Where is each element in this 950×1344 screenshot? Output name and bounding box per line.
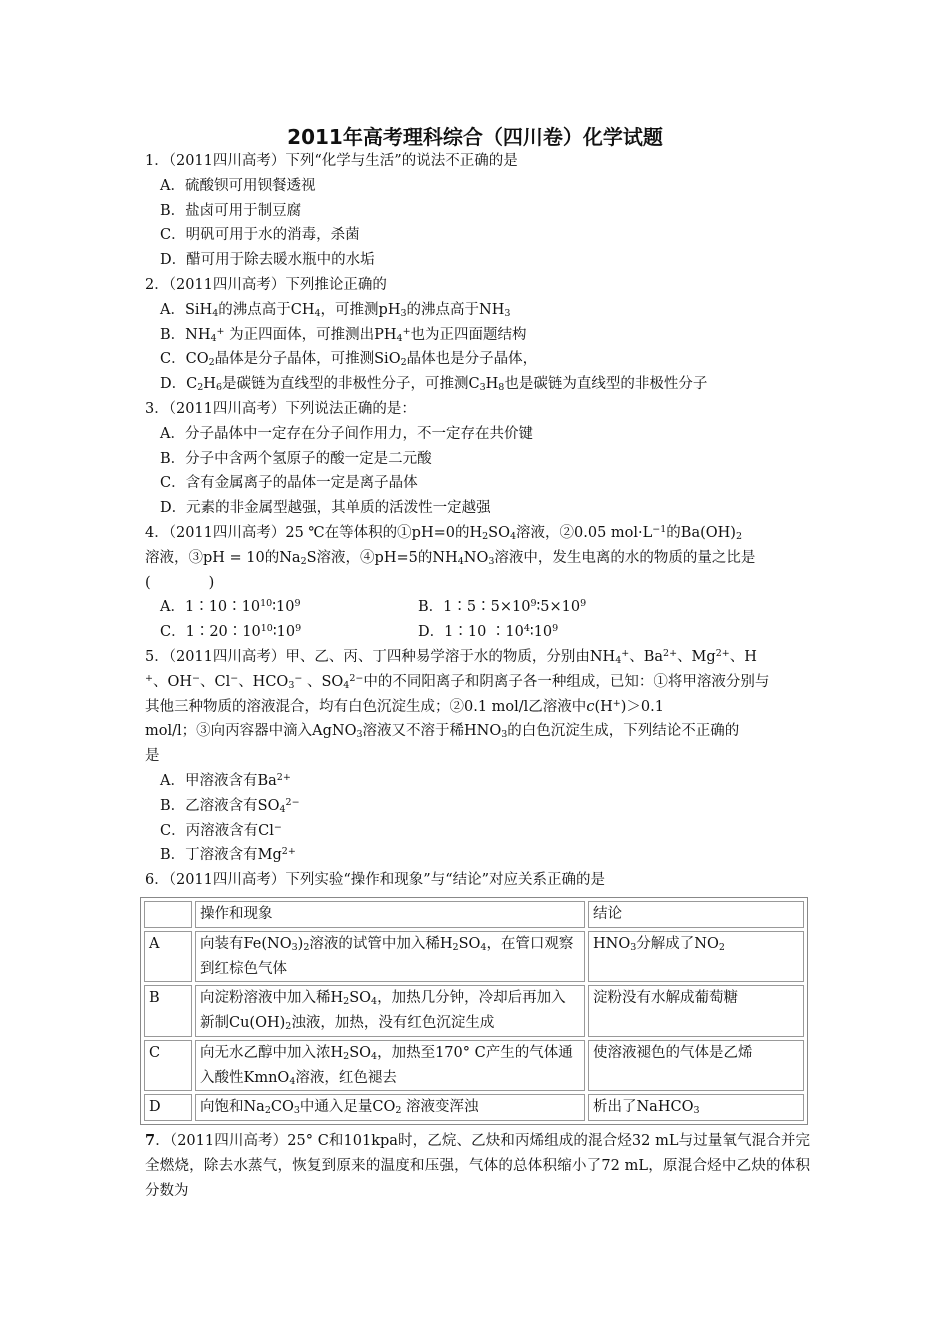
- question-2-option-d: D．$C_2H_6$是碳链为直线型的非极性分子，可推测$C_3H_8$也是碳链为直线型的非极性分子: [160, 376, 708, 394]
- question-2-option-a: A．SiH$_4$的沸点高于$CH_4$，可推测$pH_3$的沸点高于$NH_3$: [160, 301, 511, 319]
- question-2-stem: 2．（2011四川高考）下列推论正确的: [145, 276, 387, 293]
- table-row: [144, 985, 804, 1037]
- table-row: [144, 1094, 804, 1121]
- table-row-label: D: [144, 1094, 192, 1121]
- question-6-stem: 6．（2011四川高考）下列实验“操作和现象”与“结论”对应关系正确的是: [145, 872, 606, 889]
- table-cell-operation: 向淀粉溶液中加入稀$H_2SO_4$，加热几分钟，冷却后再加入新制$Cu(OH)_2$浊液，加热，没有红色沉淀生成: [195, 985, 585, 1037]
- question-4-option-a: A．$1∶10∶10^{10}∶10^9$: [160, 598, 301, 616]
- question-3-option-d: D．元素的非金属型越强，其单质的活泼性一定越强: [160, 500, 491, 517]
- table-header-cell: 结论: [588, 901, 804, 928]
- table-row-label: B: [144, 985, 192, 1037]
- question-3-option-a: A．分子晶体中一定存在分子间作用力，不一定存在共价键: [160, 425, 533, 442]
- document-body: [145, 149, 810, 1204]
- question-4-stem: 4．（2011四川高考）25 ℃在等体积的①pH=0的$H_2SO_4$溶液，②0.05 $mol\cdot L^{-1}$的$Ba(OH)_2$ 溶液，③pH = 10的$Na_2S$溶液，④pH=5的$NH_4NO_3$溶液中，发生电离的水的物质的量之比是 ( ): [145, 523, 756, 591]
- question-4-options-row-2: [160, 620, 810, 645]
- question-4-option-c: C．$1∶20∶10^{10}∶10^9$: [160, 623, 302, 641]
- question-5-stem: 5．（2011四川高考）甲、乙、丙、丁四种易学溶于水的物质，分别由$NH_4^+$、$Ba^{2+}$、$Mg^{2+}$、H +、OH−、Cl−、$HCO_3^-$ 、$SO_4^{2-}$中的不同阳离子和阴离子各一种组成，已知：①将甲溶液分别与 其他三种物质的溶液混合，均有白色沉淀生成；②0.1 mol/l乙溶液中c(H+)＞0.1 mol/l；③向丙容器中滴入AgNO$_3$溶液又不溶于稀$HNO_3$的白色沉淀生成，下列结论不正确的 是: [145, 647, 770, 765]
- question-1-option-c: C．明矾可用于水的消毒，杀菌: [160, 227, 360, 244]
- question-4-option-b: B．$1∶5∶5\times 10^9∶5\times 10^9$: [418, 598, 587, 616]
- table-row-label: C: [144, 1040, 192, 1092]
- table-row: [144, 1040, 804, 1092]
- table-header-row: [144, 901, 804, 928]
- question-5-option-c: C．丙溶液含有Cl−: [160, 821, 282, 839]
- question-5-option-d: B．丁溶液含有$Mg^{2+}$: [160, 846, 296, 864]
- question-3-stem: 3．（2011四川高考）下列说法正确的是：: [145, 400, 416, 417]
- question-6-table: [140, 897, 808, 1125]
- table-row-label: A: [144, 931, 192, 983]
- table-row: [144, 931, 804, 983]
- table-cell-conclusion: 淀粉没有水解成葡萄糖: [588, 985, 804, 1037]
- question-7-stem: 7．（2011四川高考）25° C和101kpa时，乙烷、乙炔和丙烯组成的混合烃32 mL与过量氧气混合并完全燃烧，除去水蒸气，恢复到原来的温度和压强，气体的总体积缩小了72 mL，原混合烃中乙炔的体积分数为: [145, 1132, 810, 1199]
- question-5-option-b: B．乙溶液含有$SO_4^{2-}$: [160, 796, 300, 815]
- question-1-option-d: D．醋可用于除去暖水瓶中的水垢: [160, 252, 375, 269]
- table-cell-conclusion: 使溶液褪色的气体是乙烯: [588, 1040, 804, 1092]
- question-4-options-row-1: [160, 595, 810, 620]
- page-title: 2011年高考理科综合（四川卷）化学试题: [287, 125, 663, 149]
- question-1-option-a: A．硫酸钡可用钡餐透视: [160, 177, 316, 194]
- table-cell-operation: 向装有$Fe(NO_3)_2$溶液的试管中加入稀$H_2SO_4$，在管口观察到红棕色气体: [195, 931, 585, 983]
- table-header-cell: [144, 901, 192, 928]
- question-5-option-a: A．甲溶液含有$Ba^{2+}$: [160, 771, 291, 789]
- table-cell-operation: 向饱和$Na_2CO_3$中通入足量$CO_2$ 溶液变浑浊: [195, 1094, 585, 1121]
- table-header-cell: 操作和现象: [195, 901, 585, 928]
- table-cell-conclusion: $HNO_3$分解成了$NO_2$: [588, 931, 804, 983]
- question-7-number: 7: [145, 1132, 156, 1150]
- table-cell-conclusion: 析出了NaHCO$_3$: [588, 1094, 804, 1121]
- question-1-option-b: B．盐卤可用于制豆腐: [160, 202, 302, 219]
- question-2-option-b: B．$NH_4^+$ 为正四面体，可推测出$PH_4^+$也为正四面题结构: [160, 325, 527, 344]
- question-2-option-c: C．$CO_2$晶体是分子晶体，可推测SiO$_2$晶体也是分子晶体，: [160, 351, 538, 369]
- question-3-option-b: B．分子中含两个氢原子的酸一定是二元酸: [160, 450, 432, 467]
- question-4-option-d: D．1∶10 $∶10^4∶10^9$: [418, 623, 559, 641]
- table-cell-operation: 向无水乙醇中加入浓$H_2SO_4$，加热至170° C产生的气体通入酸性KmnO$_4$溶液，红色褪去: [195, 1040, 585, 1092]
- question-1-stem: 1．（2011四川高考）下列“化学与生活”的说法不正确的是: [145, 153, 518, 169]
- question-3-option-c: C．含有金属离子的晶体一定是离子晶体: [160, 475, 418, 492]
